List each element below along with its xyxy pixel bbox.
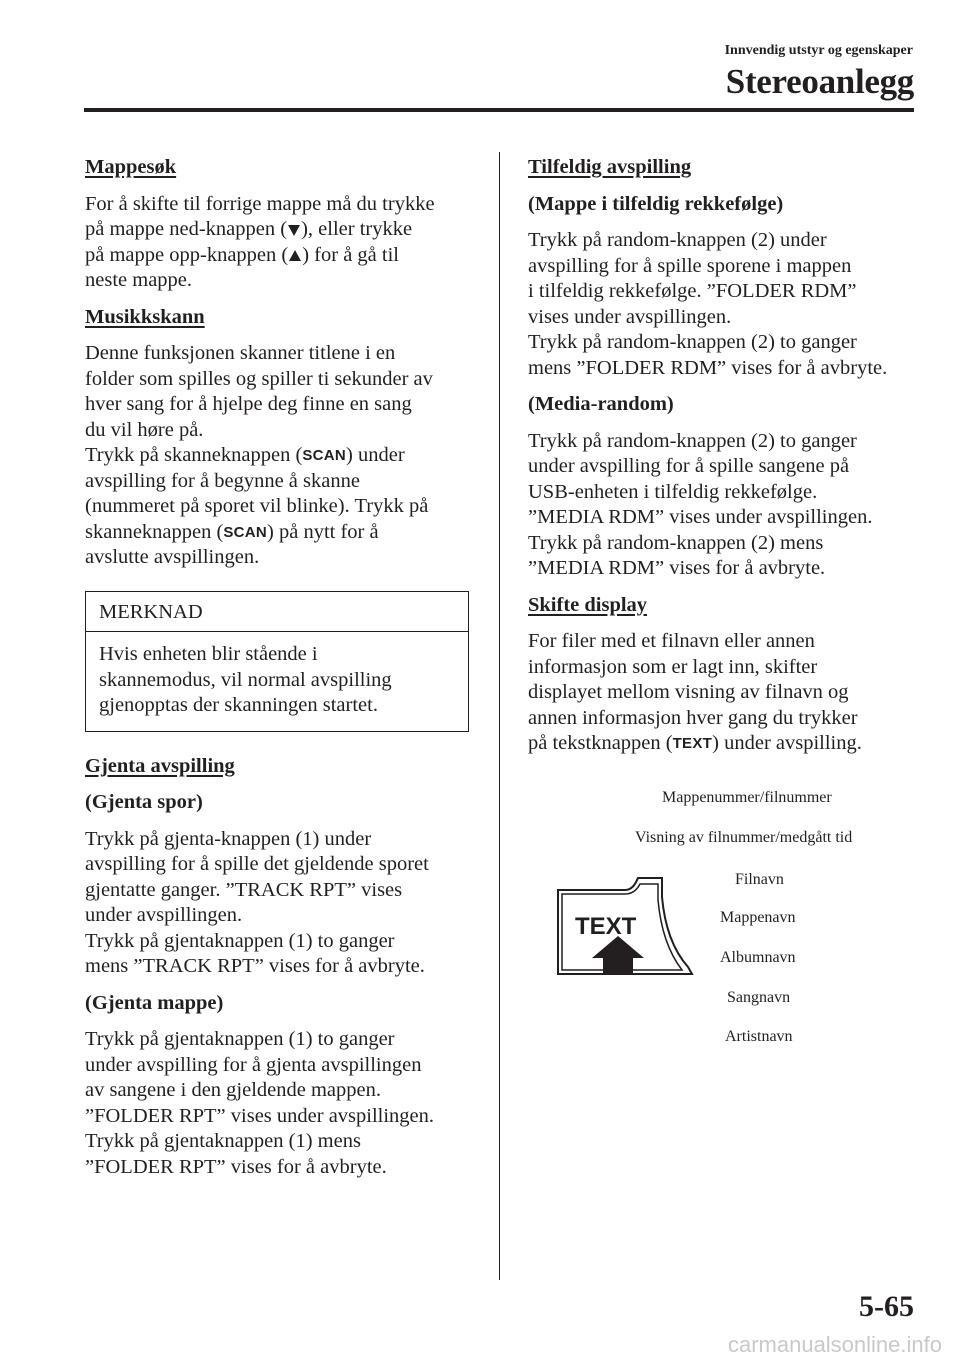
heading-skifte-display: Skifte display <box>528 593 648 616</box>
text-line: Trykk på random-knappen (2) to ganger <box>528 429 857 452</box>
right-column <box>528 155 928 768</box>
figure-label: Artistnavn <box>725 1028 793 1045</box>
text-line: Trykk på random-knappen (2) under <box>528 229 827 251</box>
text-line: ”MEDIA RDM” vises for å avbryte. <box>528 557 826 579</box>
subheading-mappe-tilfeldig: (Mappe i tilfeldig rekkefølge) <box>528 192 784 215</box>
text-line: på mappe opp-knappen ( <box>85 243 289 266</box>
figure-button-label: TEXT <box>575 913 637 940</box>
text-line: Trykk på gjentaknappen (1) to ganger <box>85 1028 395 1050</box>
note-title: MERKNAD <box>86 592 468 633</box>
left-column <box>85 155 475 1191</box>
text-line: du vil høre på. <box>85 418 204 441</box>
text-line: skannemodus, vil normal avspilling <box>99 668 392 691</box>
text-line: For å skifte til forrige mappe må du trykke <box>85 192 435 215</box>
paragraph-mappesok <box>85 192 475 294</box>
subheading-gjenta-spor: (Gjenta spor) <box>85 791 203 813</box>
figure-label: Mappenavn <box>720 909 796 926</box>
text-line: på tekstknappen ( <box>528 732 673 754</box>
text-line: annen informasjon hver gang du trykker <box>528 706 858 729</box>
paragraph-skifte-display <box>528 629 928 757</box>
text-line: Trykk på gjentaknappen (1) mens <box>85 1130 361 1152</box>
text-line: under avspilling for å spille sangene på <box>528 455 850 477</box>
text-line: ) for å gå til <box>302 243 399 266</box>
figure-label: Visning av filnummer/medgått tid <box>635 829 853 846</box>
folder-down-icon <box>288 225 300 236</box>
text-line: ”FOLDER RPT” vises for å avbryte. <box>85 1155 387 1178</box>
folder-up-icon <box>289 250 301 261</box>
text-line: Denne funksjonen skanner titlene i en <box>85 342 396 364</box>
text-line: folder som spilles og spiller ti sekunder av <box>85 367 433 390</box>
figure-label: Filnavn <box>735 871 784 888</box>
heading-musikkskann: Musikkskann <box>85 305 205 328</box>
text-line: USB-enheten i tilfeldig rekkefølge. <box>528 480 818 503</box>
watermark: carmanualsonline.info <box>727 1332 942 1357</box>
text-line: under avspilling for å gjenta avspillingen <box>85 1053 422 1076</box>
scan-button-icon: SCAN <box>302 447 347 464</box>
heading-gjenta: Gjenta avspilling <box>85 754 235 777</box>
note-body <box>86 632 468 731</box>
text-line: Trykk på random-knappen (2) mens <box>528 531 824 554</box>
paragraph-media-random <box>528 429 928 582</box>
text-line: ) under <box>346 444 405 466</box>
scan-button-icon: SCAN <box>223 523 268 541</box>
text-line: mens ”TRACK RPT” vises for å avbryte. <box>85 955 425 977</box>
figure-label: Sangnavn <box>727 989 791 1006</box>
text-line: ”MEDIA RDM” vises under avspillingen. <box>528 506 873 528</box>
heading-tilfeldig: Tilfeldig avspilling <box>528 156 692 178</box>
text-line: mens ”FOLDER RDM” vises for å avbryte. <box>528 356 888 379</box>
text-button-illustration <box>550 872 710 1002</box>
text-line: hver sang for å hjelpe deg finne en sang <box>85 393 412 415</box>
text-line: For filer med et filnavn eller annen <box>528 630 815 652</box>
text-button-icon: TEXT <box>672 735 713 752</box>
text-line: avspilling for å spille det gjeldende sporet <box>85 853 429 875</box>
text-line: displayet mellom visning av filnavn og <box>528 681 849 703</box>
text-line: Hvis enheten blir stående i <box>99 643 318 665</box>
text-line: vises under avspillingen. <box>528 305 732 328</box>
header-rule <box>84 108 914 112</box>
figure-label: Mappenummer/filnummer <box>662 789 832 806</box>
text-line: ) på nytt for å <box>267 520 379 543</box>
text-line: Trykk på random-knappen (2) to ganger <box>528 331 857 353</box>
text-line: på mappe ned-knappen ( <box>85 218 288 240</box>
text-line: gjenopptas der skanningen startet. <box>99 694 378 716</box>
figure-label: Albumnavn <box>720 949 796 966</box>
paragraph-musikkskann <box>85 341 475 571</box>
note-box <box>85 591 469 732</box>
page-number: 5-65 <box>859 1290 914 1323</box>
text-button-figure <box>520 780 920 1070</box>
text-line: avspilling for å begynne å skanne <box>85 469 360 492</box>
text-line: ) under avspilling. <box>712 732 862 754</box>
text-line: avspilling for å spille sporene i mappen <box>528 254 852 277</box>
paragraph-gjenta-spor <box>85 827 475 980</box>
paragraph-mappe-tilfeldig <box>528 228 928 381</box>
text-line: ), eller trykke <box>301 218 413 240</box>
paragraph-gjenta-mappe <box>85 1027 475 1180</box>
text-line: Trykk på skanneknappen ( <box>85 444 303 466</box>
text-line: av sangene i den gjeldende mappen. <box>85 1079 381 1101</box>
heading-mappesok: Mappesøk <box>85 156 177 178</box>
text-line: informasjon som er lagt inn, skifter <box>528 655 818 678</box>
text-line: (nummeret på sporet vil blinke). Trykk på <box>85 495 429 517</box>
text-line: Trykk på gjentaknappen (1) to ganger <box>85 929 395 952</box>
text-line: gjentatte ganger. ”TRACK RPT” vises <box>85 878 403 901</box>
text-line: i tilfeldig rekkefølge. ”FOLDER RDM” <box>528 280 857 302</box>
text-line: Trykk på gjenta-knappen (1) under <box>85 827 372 850</box>
text-line: avslutte avspillingen. <box>85 546 260 568</box>
page-title: Stereoanlegg <box>725 62 914 101</box>
section-label: Innvendig utstyr og egenskaper <box>724 43 913 58</box>
text-line: under avspillingen. <box>85 904 243 926</box>
text-line: skanneknappen ( <box>85 520 224 543</box>
column-divider <box>499 152 500 1280</box>
text-line: ”FOLDER RPT” vises under avspillingen. <box>85 1104 435 1127</box>
text-line: neste mappe. <box>85 269 193 291</box>
subheading-media-random: (Media-random) <box>528 393 674 415</box>
subheading-gjenta-mappe: (Gjenta mappe) <box>85 991 224 1014</box>
